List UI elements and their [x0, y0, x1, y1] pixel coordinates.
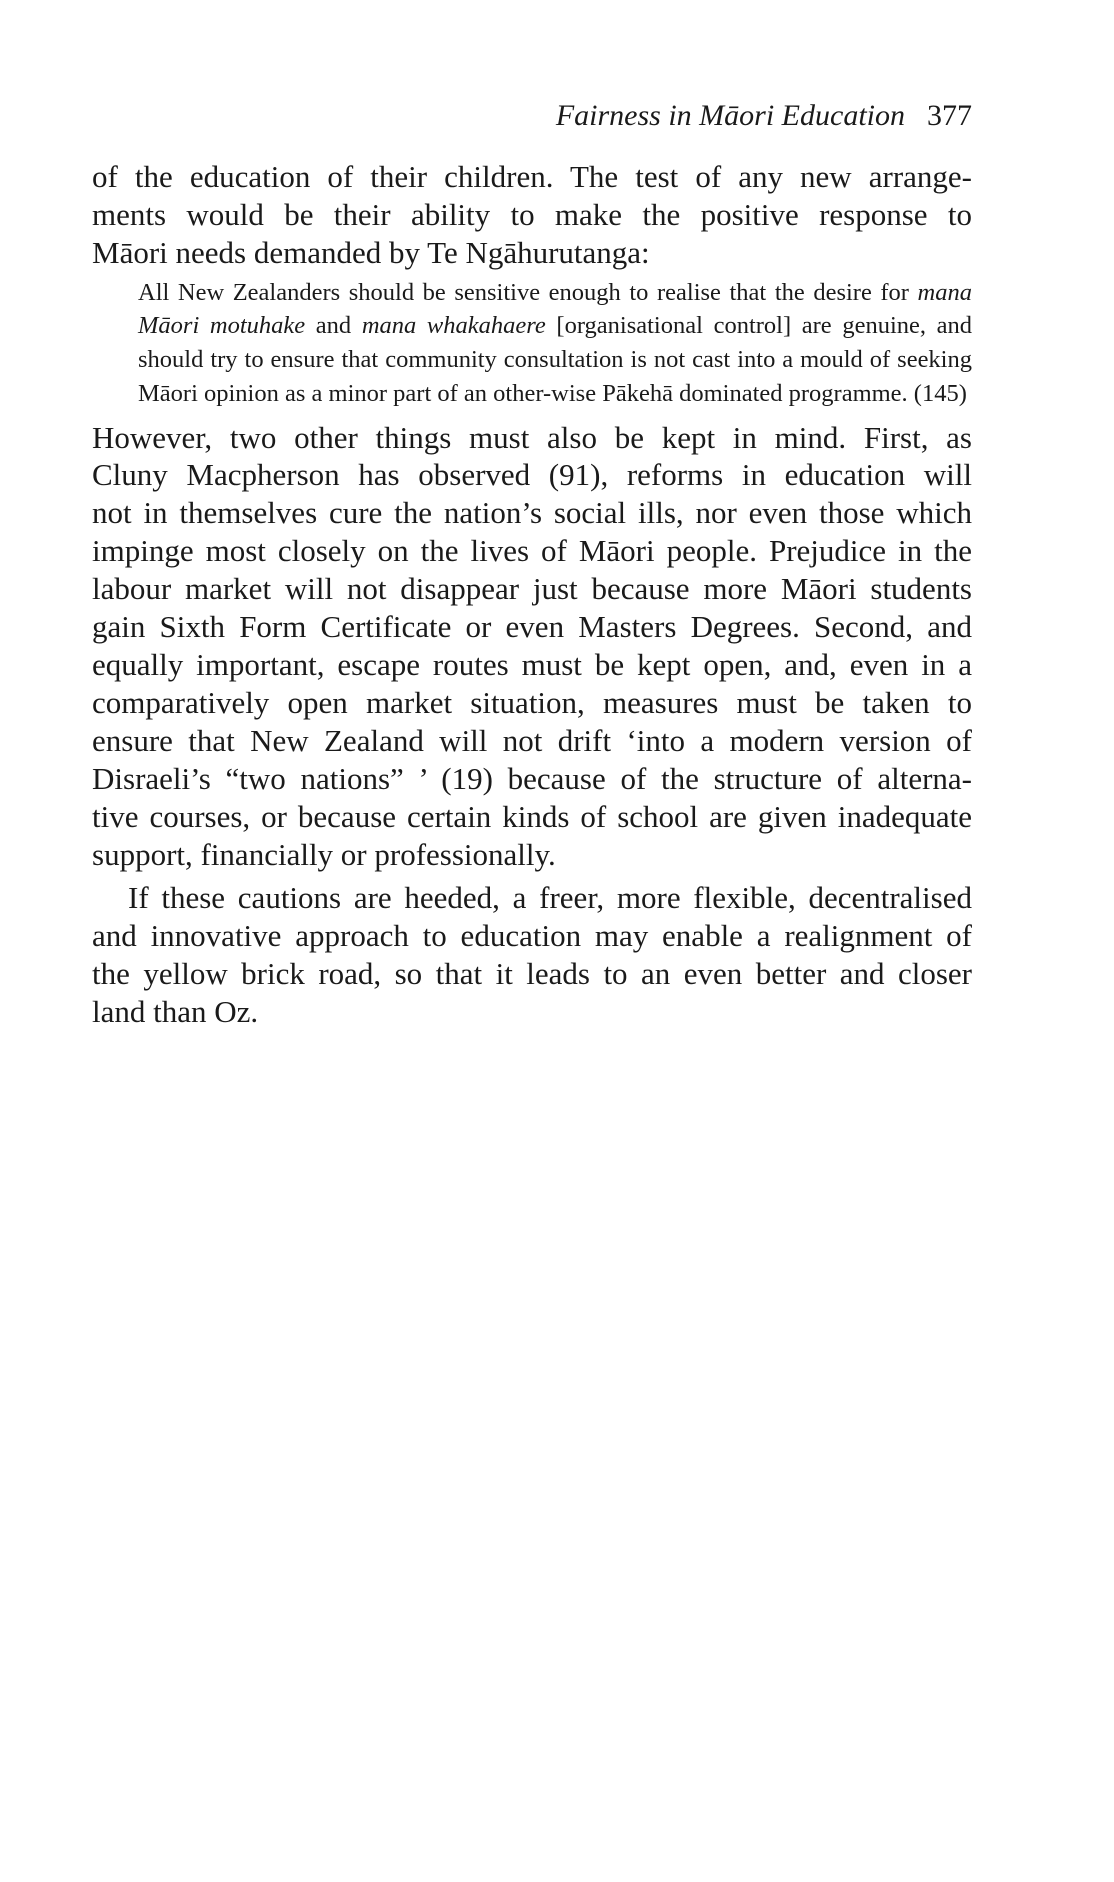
text-line: support, financially or professionally.: [92, 836, 556, 872]
paragraph-conclusion: [92, 879, 972, 1031]
quote-text: [organisational control] are genuine, and should try to ensure that community consultation is not cast into a mould of seeking Māori opinion as a minor part of an other-wise Pākehā dominated programme. (145): [138, 312, 973, 407]
text-line: equally important, escape routes must be kept open, and, even in a: [92, 646, 972, 682]
text-line: Māori needs demanded by Te Ngāhurutanga:: [92, 234, 650, 270]
body-text: [92, 158, 972, 1031]
text-line: Disraeli’s “two nations” ’ (19) because of the structure of alterna-: [92, 760, 972, 796]
text-line: ments would be their ability to make the positive response to: [92, 196, 972, 232]
text-line: the yellow brick road, so that it leads to an even better and closer: [92, 956, 972, 992]
text-line: not in themselves cure the nation’s social ills, nor even those which: [92, 495, 972, 531]
paragraph-cautions: [92, 419, 972, 874]
quote-italic-term: mana whakahaere: [361, 312, 546, 340]
text-line: ensure that New Zealand will not drift ‘into a modern version of: [92, 722, 972, 758]
text-line: land than Oz.: [92, 994, 259, 1030]
block-quote: [138, 276, 972, 411]
text-line: and innovative approach to education may enable a realignment of: [92, 918, 972, 954]
quote-italic-term: mana Māori motuhake: [138, 278, 972, 340]
text-line: comparatively open market situation, measures must be taken to: [92, 684, 972, 720]
quote-text: and: [305, 312, 362, 340]
text-line: of the education of their children. The test of any new arrange-: [92, 159, 972, 194]
page-number: 377: [927, 99, 972, 132]
text-line: Cluny Macpherson has observed (91), reforms in education will: [92, 457, 972, 493]
quote-text: All New Zealanders should be sensitive enough to realise that the desire for: [138, 278, 918, 306]
text-line: tive courses, or because certain kinds of school are given inadequate: [92, 798, 972, 834]
running-title: Fairness in Māori Education: [555, 99, 905, 132]
text-line: impinge most closely on the lives of Māori people. Prejudice in the: [92, 533, 972, 569]
intro-paragraph: [92, 158, 972, 272]
running-head: [92, 96, 972, 136]
text-line: However, two other things must also be kept in mind. First, as: [92, 419, 972, 455]
text-line: If these cautions are heeded, a freer, more flexible, decentralised: [128, 880, 972, 916]
text-line: gain Sixth Form Certificate or even Masters Degrees. Second, and: [92, 609, 972, 645]
text-line: labour market will not disappear just because more Māori students: [92, 571, 972, 607]
